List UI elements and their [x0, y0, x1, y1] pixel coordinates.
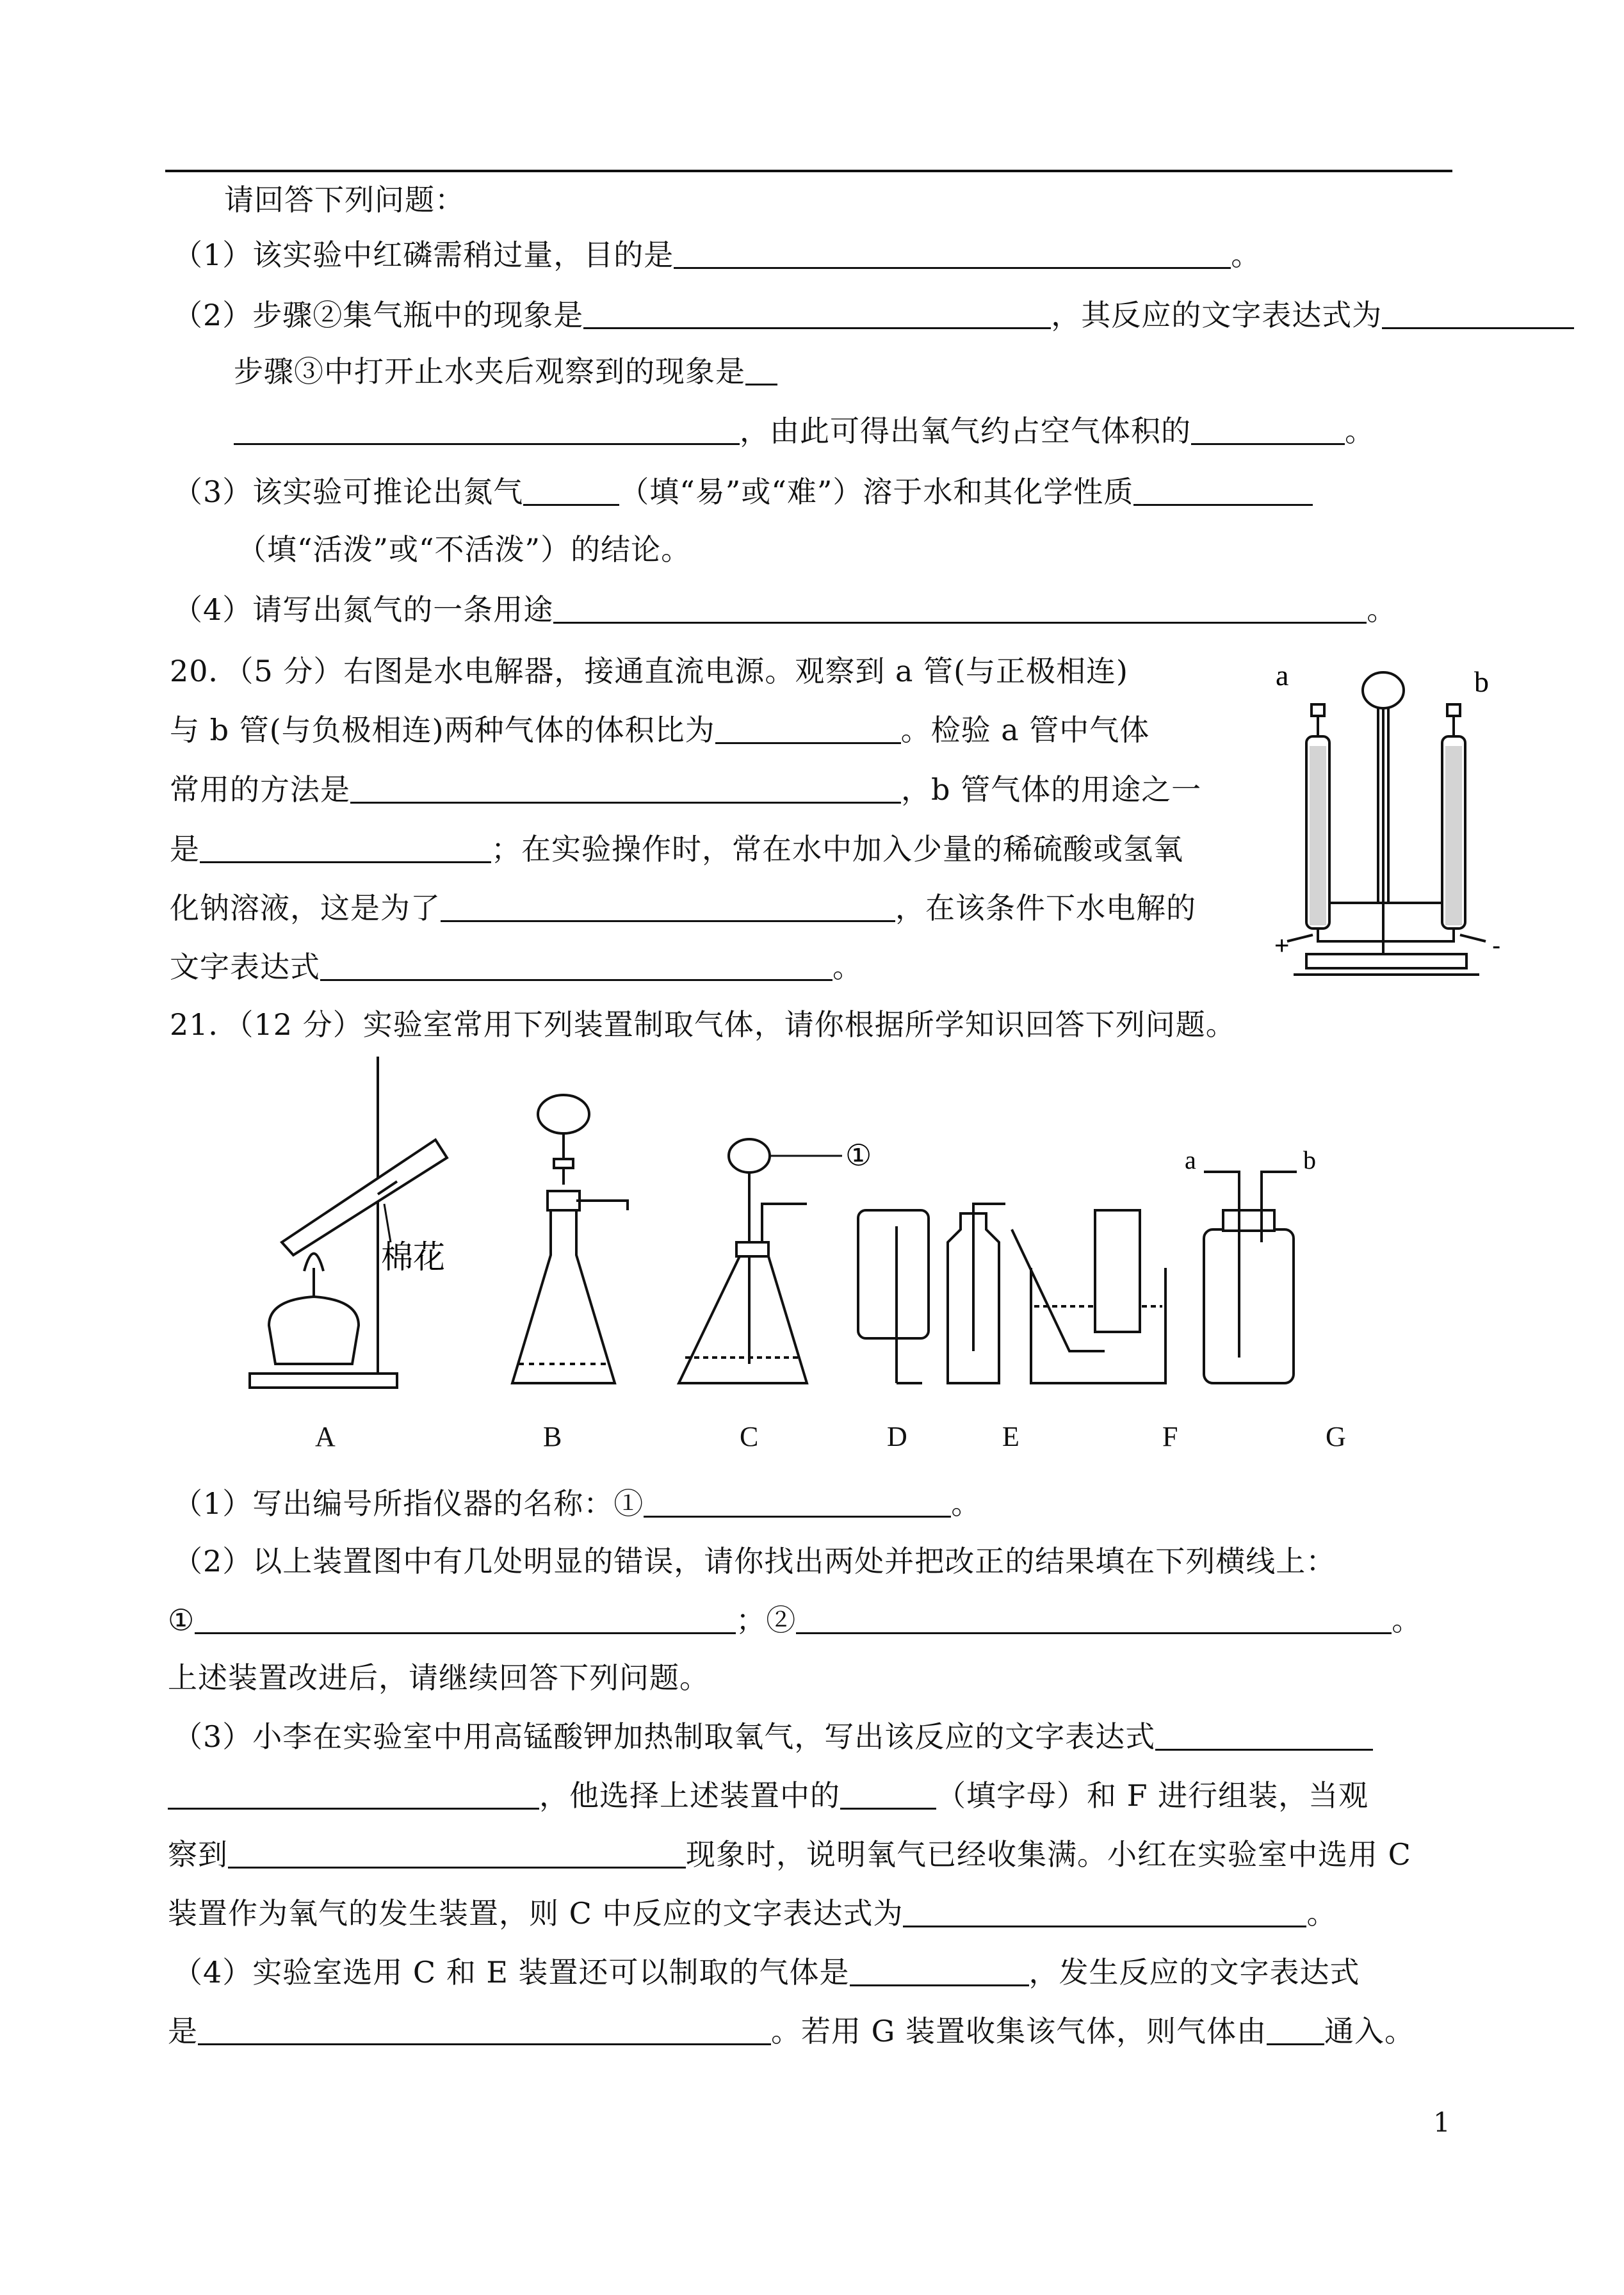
q19-intro: 请回答下列问题：: [224, 182, 465, 217]
apparatus-D: [858, 1210, 929, 1383]
q19-part2-line2: 步骤③中打开止水夹后观察到的现象是: [234, 352, 777, 391]
answer-blank[interactable]: [850, 1956, 1029, 1986]
q19-part2-line3: ，由此可得出氧气约占空气体积的 。: [234, 412, 1375, 450]
positive-terminal-label: +: [1274, 932, 1290, 960]
answer-blank[interactable]: [583, 299, 1051, 329]
q21-part4-line2: 是 。若用 G 装置收集该气体，则气体由 通入。: [168, 2014, 1415, 2048]
label-B: B: [543, 1421, 562, 1452]
apparatus-F: [1012, 1210, 1165, 1383]
label-A: A: [315, 1421, 336, 1452]
answer-blank[interactable]: [1155, 1721, 1373, 1751]
apparatus-C: [679, 1139, 842, 1383]
label-C: C: [740, 1421, 759, 1452]
answer-blank[interactable]: [1191, 415, 1345, 445]
answer-blank[interactable]: [234, 415, 740, 445]
answer-blank[interactable]: [441, 892, 895, 922]
answer-blank[interactable]: [523, 476, 619, 506]
answer-blank[interactable]: [644, 1488, 951, 1518]
q20-line4: 是 ；在实验操作时，常在水中加入少量的稀硫酸或氢氧: [170, 832, 1183, 866]
answer-blank[interactable]: [1267, 2015, 1324, 2045]
negative-terminal-label: -: [1492, 932, 1501, 960]
q19-part3-line1: （3）该实验可推论出氮气 （填“易”或“难”）溶于水和其化学性质: [173, 473, 1313, 511]
q19-part2-line1: （2）步骤②集气瓶中的现象是 ，其反应的文字表达式为: [173, 296, 1574, 334]
answer-blank[interactable]: [320, 951, 832, 981]
answer-blank[interactable]: [1133, 476, 1313, 506]
header-rule: [165, 170, 1452, 172]
q19-part1: （1）该实验中红磷需稍过量，目的是 。: [173, 238, 1262, 272]
q20-line3: 常用的方法是 ，b 管气体的用途之一: [170, 772, 1202, 807]
answer-blank[interactable]: [168, 1780, 539, 1810]
answer-blank[interactable]: [796, 1604, 1392, 1634]
q21-part2: （2）以上装置图中有几处明显的错误，请你找出两处并把改正的结果填在下列横线上：: [173, 1544, 1336, 1578]
apparatus-B: [512, 1095, 628, 1383]
q21-title: 21．（12 分）实验室常用下列装置制取气体，请你根据所学知识回答下列问题。: [170, 1007, 1236, 1042]
answer-blank[interactable]: [350, 774, 901, 804]
answer-blank[interactable]: [1382, 299, 1574, 329]
electrolysis-apparatus-figure: [1274, 660, 1518, 980]
label-E: E: [1002, 1421, 1019, 1452]
q20-line6: 文字表达式 。: [170, 950, 863, 984]
answer-blank[interactable]: [553, 594, 1367, 624]
answer-blank[interactable]: [840, 1780, 936, 1810]
q21-part3-line1: （3）小李在实验室中用高锰酸钾加热制取氧气，写出该反应的文字表达式: [173, 1717, 1373, 1756]
q21-continue-note: 上述装置改进后，请继续回答下列问题。: [168, 1660, 710, 1695]
q21-part3-line2: ，他选择上述装置中的 （填字母）和 F 进行组装，当观: [168, 1776, 1368, 1815]
q21-part3-line3: 察到 现象时，说明氧气已经收集满。小红在实验室中选用 C: [168, 1837, 1411, 1872]
q20-line2: 与 b 管(与负极相连)两种气体的体积比为 。检验 a 管中气体: [170, 713, 1150, 747]
label-G: G: [1326, 1421, 1346, 1452]
instrument-1-marker: ①: [845, 1138, 872, 1172]
answer-blank[interactable]: [195, 1604, 736, 1634]
q20-line5: 化钠溶液，这是为了 ，在该条件下水电解的: [170, 891, 1196, 925]
q21-part2-answers: ① ；② 。: [168, 1603, 1422, 1637]
q21-part1: （1）写出编号所指仪器的名称：① 。: [173, 1486, 982, 1521]
label-F: F: [1162, 1421, 1178, 1452]
tube-a-label: a: [1276, 659, 1289, 692]
cotton-label: 棉花: [381, 1238, 445, 1276]
q21-part4-line1: （4）实验室选用 C 和 E 装置还可以制取的气体是 ，发生反应的文字表达式: [173, 1955, 1360, 1990]
q19-part3-line2: （填“活泼”或“不活泼”）的结论。: [237, 532, 692, 567]
answer-blank[interactable]: [715, 714, 901, 744]
apparatus-E: [948, 1204, 1005, 1383]
q20-line1: 20．（5 分）右图是水电解器，接通直流电源。观察到 a 管(与正极相连): [170, 654, 1128, 688]
answer-blank[interactable]: [198, 2015, 771, 2045]
g-inlet-a-label: a: [1185, 1146, 1196, 1174]
g-inlet-b-label: b: [1303, 1146, 1316, 1174]
apparatus-G: [1204, 1172, 1297, 1383]
tube-b-label: b: [1474, 665, 1489, 698]
answer-blank[interactable]: [228, 1838, 686, 1869]
q21-part3-line4: 装置作为氧气的发生装置，则 C 中反应的文字表达式为 。: [168, 1896, 1337, 1931]
answer-blank[interactable]: [674, 239, 1231, 269]
q19-part4: （4）请写出氮气的一条用途 。: [173, 592, 1397, 627]
lab-apparatus-figure: [243, 1050, 1460, 1409]
label-D: D: [887, 1421, 907, 1452]
page-number: 1: [1433, 2107, 1450, 2138]
answer-blank[interactable]: [200, 833, 491, 863]
answer-blank[interactable]: [903, 1897, 1306, 1927]
answer-blank[interactable]: [745, 355, 777, 385]
